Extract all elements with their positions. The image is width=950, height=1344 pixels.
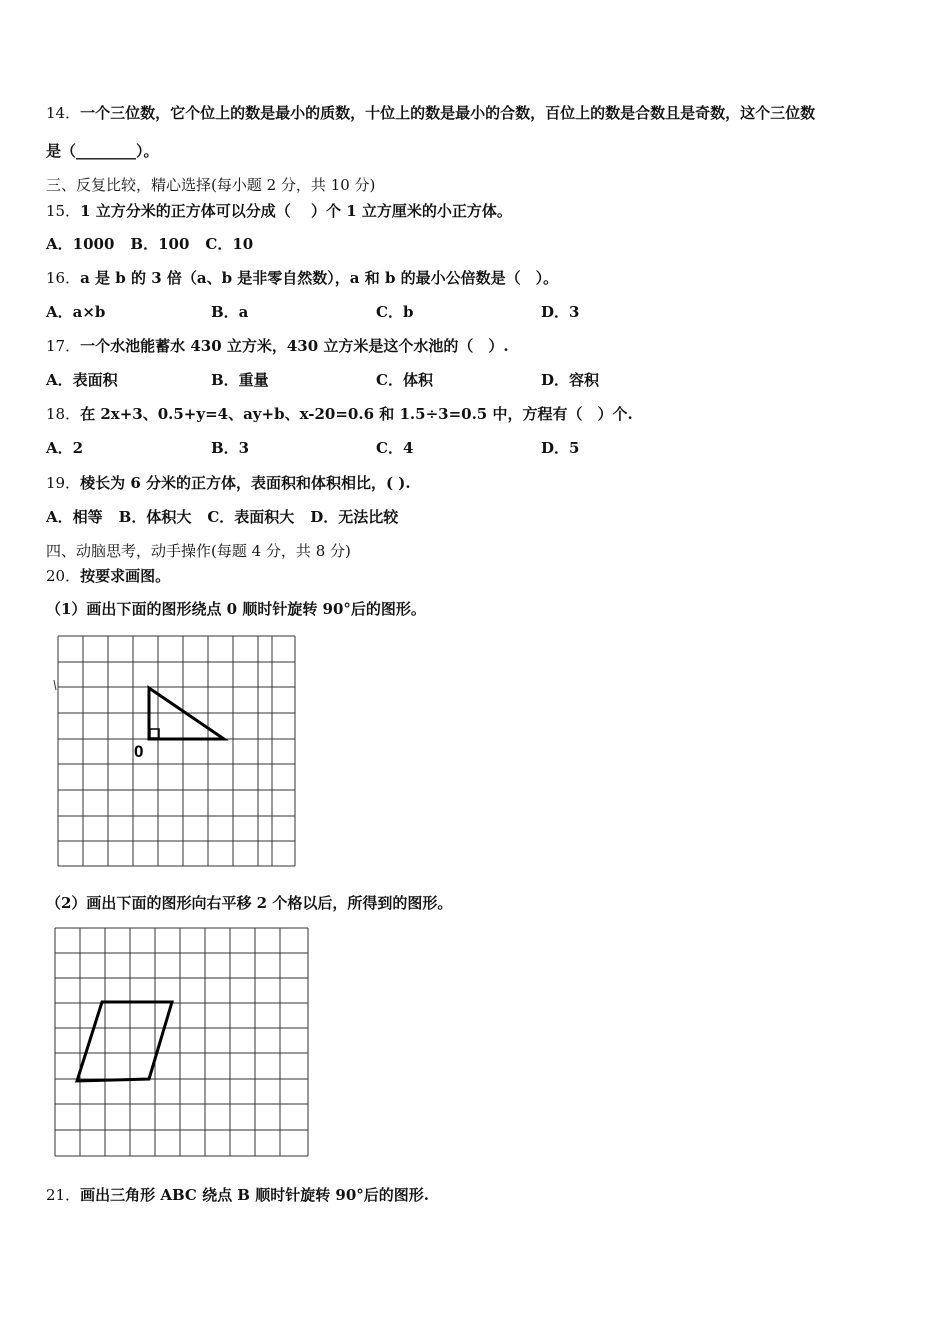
q14-line2: 是（________）。 (46, 142, 159, 160)
q16-option-a[interactable]: A．a×b (46, 303, 106, 321)
q16-number: 16． (46, 269, 81, 287)
q17-option-c[interactable]: C．体积 (376, 371, 433, 389)
q19-text: 棱长为 6 分米的正方体，表面积和体积相比，( ). (80, 474, 411, 492)
q18-option-b[interactable]: B．3 (211, 439, 250, 457)
q20-question (46, 565, 170, 586)
q14-line1 (46, 102, 815, 123)
section3-title: 三、反复比较，精心选择(每小题 2 分，共 10 分) (46, 176, 376, 194)
q19-options (46, 506, 398, 527)
q17-question (46, 335, 509, 356)
q19-option-a[interactable]: A．相等 (46, 508, 103, 526)
q16-option-c[interactable]: C．b (376, 303, 414, 321)
q20-part1: （1）画出下面的图形绕点 0 顺时针旋转 90°后的图形。 (46, 600, 426, 618)
q21-question (46, 1184, 429, 1205)
q16-option-d[interactable]: D．3 (541, 303, 580, 321)
q19-number: 19． (46, 474, 81, 492)
q17-options (46, 369, 599, 390)
q17-number: 17． (46, 337, 81, 355)
q16-question (46, 267, 558, 288)
q15-question (46, 200, 512, 221)
q18-option-a[interactable]: A．2 (46, 439, 84, 457)
grid-lines (55, 928, 308, 1156)
q15-number: 15． (46, 202, 81, 220)
q17-option-b[interactable]: B．重量 (211, 371, 269, 389)
scan-mark (54, 680, 56, 690)
q18-text: 在 2x+3、0.5+y=4、ay+b、x-20=0.6 和 1.5÷3=0.5 中，方程有（ ）个. (80, 405, 633, 423)
q18-number: 18． (46, 405, 81, 423)
q17-option-d[interactable]: D．容积 (541, 371, 600, 389)
q15-option-a[interactable]: A．1000 (46, 235, 115, 253)
q18-option-d[interactable]: D．5 (541, 439, 580, 457)
q20-text: 按要求画图。 (80, 567, 171, 585)
q15-option-c[interactable]: C．10 (205, 235, 254, 253)
q19-option-b[interactable]: B．体积大 (118, 508, 192, 526)
q17-option-a[interactable]: A．表面积 (46, 371, 118, 389)
q14-number: 14． (46, 104, 81, 122)
q19-question (46, 472, 411, 493)
q16-options (46, 301, 579, 322)
parallelogram-shape (77, 1002, 172, 1081)
q18-question (46, 403, 633, 424)
q15-options (46, 233, 253, 254)
q21-text: 画出三角形 ABC 绕点 B 顺时针旋转 90°后的图形. (80, 1186, 430, 1204)
rotation-grid[interactable] (50, 632, 302, 868)
q16-option-b[interactable]: B．a (211, 303, 249, 321)
q15-option-b[interactable]: B．100 (130, 235, 190, 253)
q19-option-c[interactable]: C．表面积大 (207, 508, 295, 526)
q20-number: 20． (46, 567, 81, 585)
q16-text: a 是 b 的 3 倍（a、b 是非零自然数），a 和 b 的最小公倍数是（ ）。 (80, 269, 559, 287)
q20-part2: （2）画出下面的图形向右平移 2 个格以后，所得到的图形。 (46, 894, 453, 912)
translation-grid[interactable] (50, 924, 314, 1160)
q15-text: 1 立方分米的正方体可以分成（ ）个 1 立方厘米的小正方体。 (80, 202, 512, 220)
q21-number: 21． (46, 1186, 81, 1204)
q18-option-c[interactable]: C．4 (376, 439, 414, 457)
q14-text: 一个三位数，它个位上的数是最小的质数，十位上的数是最小的合数，百位上的数是合数且是奇数，这个三位数 (80, 104, 816, 122)
q18-options (46, 437, 579, 458)
q19-option-d[interactable]: D．无法比较 (310, 508, 399, 526)
section4-title: 四、动脑思考，动手操作(每题 4 分，共 8 分) (46, 542, 351, 560)
point-o-label: 0 (134, 742, 144, 761)
grid-lines (58, 636, 295, 866)
q17-text: 一个水池能蓄水 430 立方米，430 立方米是这个水池的（ ）. (80, 337, 509, 355)
